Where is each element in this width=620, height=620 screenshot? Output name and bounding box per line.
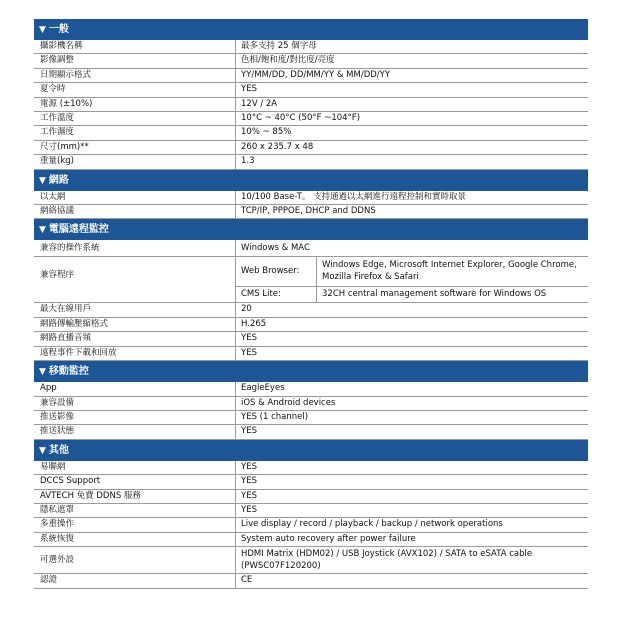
spec-key: 隱私遮罩 (34, 504, 236, 517)
spec-value: YES (241, 490, 257, 501)
sub-row-web-browser (236, 257, 588, 287)
section-header-others (34, 440, 588, 461)
spec-key: 以太網 (34, 191, 236, 204)
spec-value: H.265 (241, 318, 267, 329)
spec-key: 可選外設 (34, 547, 236, 573)
spec-row (34, 303, 588, 317)
spec-value: YES (241, 333, 257, 344)
spec-row (34, 69, 588, 83)
spec-value: YES (241, 426, 257, 437)
spec-row (34, 397, 588, 411)
spec-key: 兼容程序 (34, 257, 236, 302)
sub-value: 32CH central management software for Windows OS (316, 287, 588, 302)
spec-key: 工作溫度 (34, 112, 236, 125)
spec-row (34, 126, 588, 140)
section-title: 網路 (48, 174, 69, 186)
section-title: 一般 (48, 24, 69, 35)
spec-row (34, 141, 588, 155)
spec-key: AVTECH 免費 DDNS 服務 (34, 490, 236, 503)
spec-key: 認證 (34, 574, 236, 587)
spec-value: YY/MM/DD, DD/MM/YY & MM/DD/YY (241, 69, 391, 80)
spec-value: TCP/IP, PPPOE, DHCP and DDNS (241, 206, 376, 217)
spec-value: 10% ~ 85% (241, 127, 292, 138)
spec-row (34, 240, 588, 257)
spec-key: 網路直播音頻 (34, 332, 236, 345)
spec-key: 工作濕度 (34, 126, 236, 139)
triangle-down-icon: ▼ (39, 25, 46, 35)
spec-value: iOS & Android devices (241, 397, 336, 408)
spec-value: Windows & MAC (241, 242, 310, 253)
spec-row (34, 411, 588, 425)
spec-row (34, 475, 588, 489)
spec-key: 影像調整 (34, 54, 236, 67)
spec-value: 1.3 (241, 156, 255, 167)
spec-sheet (34, 19, 588, 589)
spec-value: 20 (241, 304, 252, 315)
spec-key: 推送狀態 (34, 425, 236, 438)
spec-value: 最多支持 25 個字母 (241, 41, 317, 51)
spec-row (34, 504, 588, 518)
spec-key: 攝影機名稱 (34, 40, 236, 53)
spec-value: YES (241, 504, 257, 515)
spec-key: 多重操作 (34, 518, 236, 531)
spec-row (34, 191, 588, 205)
spec-key: 推送影像 (34, 411, 236, 424)
triangle-down-icon: ▼ (39, 367, 46, 378)
spec-row (34, 533, 588, 547)
spec-key: 重量(kg) (34, 155, 236, 168)
spec-value-group (236, 257, 588, 302)
spec-key: 夏令時 (34, 83, 236, 96)
spec-key: 尺寸(mm)** (34, 141, 236, 154)
spec-key: 兼容的操作系統 (34, 240, 236, 256)
spec-value: 10°C ~ 40°C (50°F ~104°F) (241, 113, 361, 124)
spec-row (34, 518, 588, 532)
spec-row (34, 54, 588, 68)
spec-key: 易聯網 (34, 461, 236, 474)
spec-key: 最大在線用戶 (34, 303, 236, 316)
spec-row (34, 112, 588, 126)
spec-value: YES (241, 461, 257, 472)
spec-row (34, 155, 588, 169)
spec-key: 日期顯示格式 (34, 69, 236, 82)
spec-row (34, 205, 588, 219)
spec-row (34, 83, 588, 97)
sub-value: Windows Edge, Microsoft Internet Explorer, Google Chrome, Mozilla Firefox & Safari (316, 257, 588, 286)
spec-row (34, 574, 588, 588)
spec-value: 10/100 Base-T。 支持通過以太網進行遠程控制和實時取景 (241, 191, 466, 202)
spec-value: YES (241, 84, 257, 95)
spec-key: 電源 (±10%) (34, 98, 236, 111)
spec-key: App (34, 382, 236, 395)
spec-value: Live display / record / playback / backup / network operations (241, 519, 503, 530)
spec-value: YES (1 channel) (241, 411, 309, 422)
triangle-down-icon: ▼ (39, 175, 46, 186)
section-header-mobile (34, 361, 588, 382)
spec-key: DCCS Support (34, 475, 236, 488)
section-title: 移動監控 (48, 366, 89, 378)
spec-row (34, 318, 588, 332)
spec-key: 網絡協議 (34, 205, 236, 218)
sub-row-cms-lite (236, 287, 588, 302)
spec-value: 色相/飽和度/對比度/亮度 (241, 55, 335, 66)
spec-row (34, 347, 588, 361)
section-title: 其他 (48, 444, 69, 456)
spec-row (34, 332, 588, 346)
triangle-down-icon: ▼ (39, 225, 46, 236)
spec-row-optional-peripherals (34, 547, 588, 574)
spec-key: 兼容設備 (34, 397, 236, 410)
cropped-footnote (62, 603, 582, 607)
sub-label: CMS Lite: (241, 289, 281, 300)
spec-value: CE (241, 575, 253, 586)
section-header-network (34, 170, 588, 191)
spec-value: 260 x 235.7 x 48 (241, 141, 314, 152)
spec-row-compatible-programs (34, 257, 588, 303)
spec-row (34, 382, 588, 396)
section-header-general (34, 19, 588, 40)
spec-value: HDMI Matrix (HDM02) / USB Joystick (AVX102) / SATA to eSATA cable (PWSC07F120200) (241, 549, 533, 572)
spec-row (34, 490, 588, 504)
spec-key: 系統恢復 (34, 533, 236, 546)
spec-value: EagleEyes (241, 383, 285, 394)
spec-row (34, 98, 588, 112)
spec-row (34, 40, 588, 54)
spec-row (34, 425, 588, 439)
triangle-down-icon: ▼ (39, 445, 46, 456)
spec-key: 遠程事件下載和回放 (34, 347, 236, 360)
sub-label: Web Browser: (241, 266, 300, 277)
section-title: 電腦遠程監控 (48, 224, 109, 236)
spec-value: YES (241, 347, 257, 358)
spec-key: 網路傳輸壓縮格式 (34, 318, 236, 331)
section-header-pc-remote (34, 219, 588, 240)
spec-row (34, 461, 588, 475)
spec-value: YES (241, 476, 257, 487)
spec-value: System auto recovery after power failure (241, 533, 416, 544)
spec-value: 12V / 2A (241, 98, 278, 109)
